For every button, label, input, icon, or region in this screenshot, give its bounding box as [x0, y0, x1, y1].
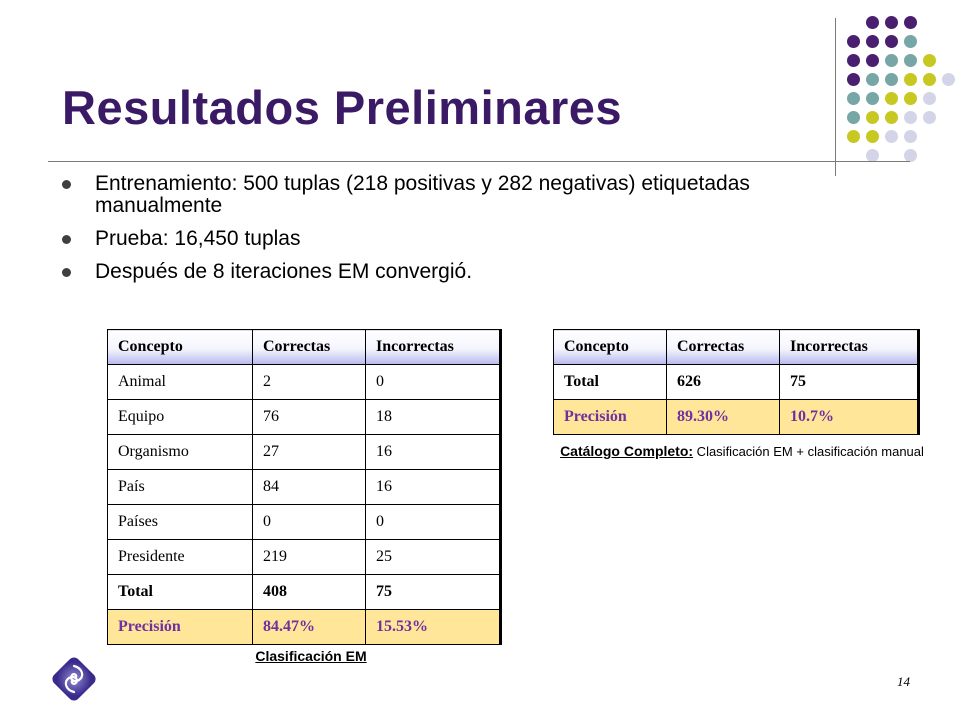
table-cell: Precisión: [554, 400, 667, 435]
decorative-dot: [904, 92, 917, 105]
em-classification-table: [107, 329, 502, 645]
table-cell: Equipo: [108, 400, 253, 435]
table-header-row: [108, 330, 501, 365]
decorative-dot: [847, 73, 860, 86]
decorative-dot: [885, 35, 898, 48]
decorative-dot: [904, 16, 917, 29]
table-row: [108, 435, 501, 470]
page-number: 14: [897, 674, 910, 689]
decorative-dot: [923, 111, 936, 124]
decorative-dot: [866, 54, 879, 67]
bullet-dot-icon: [62, 268, 71, 277]
horizontal-divider: [48, 161, 910, 162]
decorative-dot: [847, 130, 860, 143]
swirl-logo-icon: [49, 654, 99, 704]
table-cell: 219: [253, 540, 366, 575]
vertical-divider: [835, 18, 836, 176]
caption-bold: Catálogo Completo:: [560, 443, 694, 459]
decorative-dot: [904, 130, 917, 143]
table-cell: 89.30%: [667, 400, 780, 435]
decorative-dot: [885, 92, 898, 105]
bullet-item: [60, 261, 835, 283]
table-row: [108, 470, 501, 505]
decorative-dot: [885, 16, 898, 29]
decorative-dot: [885, 54, 898, 67]
precision-row: [108, 610, 501, 645]
table-cell: 25: [366, 540, 501, 575]
decorative-dot: [847, 35, 860, 48]
table-cell: 18: [366, 400, 501, 435]
decorative-dot: [866, 35, 879, 48]
decorative-dot: [923, 73, 936, 86]
table-cell: 75: [780, 365, 919, 400]
header-cell: Concepto: [554, 330, 667, 365]
bullet-text: Después de 8 iteraciones EM convergió.: [95, 260, 473, 283]
table-row: [108, 400, 501, 435]
table-cell: 75: [366, 575, 501, 610]
header-cell: Concepto: [108, 330, 253, 365]
table-cell: País: [108, 470, 253, 505]
table-cell: 76: [253, 400, 366, 435]
decorative-dot: [904, 111, 917, 124]
decorative-dot: [923, 92, 936, 105]
decorative-dot: [904, 35, 917, 48]
bullet-dot-icon: [62, 180, 71, 189]
decorative-dot: [942, 73, 955, 86]
decorative-dot: [866, 111, 879, 124]
decorative-dot: [885, 73, 898, 86]
decorative-dot: [904, 54, 917, 67]
bullet-item: [60, 228, 835, 250]
table-header-row: [554, 330, 919, 365]
decorative-dot: [847, 54, 860, 67]
bullet-dot-icon: [62, 235, 71, 244]
table-cell: 0: [366, 505, 501, 540]
decorative-dot: [885, 130, 898, 143]
header-cell: Incorrectas: [780, 330, 919, 365]
table-cell: 0: [366, 365, 501, 400]
total-row: [108, 575, 501, 610]
slide-title: Resultados Preliminares: [62, 81, 623, 134]
table-cell: Precisión: [108, 610, 253, 645]
decorative-dot: [847, 111, 860, 124]
table-cell: Animal: [108, 365, 253, 400]
decorative-dot: [866, 92, 879, 105]
header-cell: Correctas: [253, 330, 366, 365]
table-cell: Organismo: [108, 435, 253, 470]
em-table-caption: Clasificación EM: [255, 648, 367, 664]
decorative-dot: [866, 16, 879, 29]
table-cell: 408: [253, 575, 366, 610]
table-cell: 2: [253, 365, 366, 400]
decorative-dot: [866, 130, 879, 143]
table-cell: Total: [554, 365, 667, 400]
header-cell: Correctas: [667, 330, 780, 365]
decorative-dot: [885, 111, 898, 124]
bullet-text: Entrenamiento: 500 tuplas (218 positivas y 282 negativas) etiquetadas manualmente: [95, 172, 750, 217]
total-row: [554, 365, 919, 400]
table-row: [108, 505, 501, 540]
table-cell: 626: [667, 365, 780, 400]
header-cell: Incorrectas: [366, 330, 501, 365]
bullet-text: Prueba: 16,450 tuplas: [95, 227, 301, 250]
full-catalog-table: [553, 329, 920, 435]
table-cell: 15.53%: [366, 610, 501, 645]
caption-rest: Clasificación EM + clasificación manual: [693, 444, 924, 459]
table-cell: 16: [366, 470, 501, 505]
table-cell: 16: [366, 435, 501, 470]
decorative-dot: [923, 54, 936, 67]
table-cell: 10.7%: [780, 400, 919, 435]
table-row: [108, 365, 501, 400]
table-cell: Países: [108, 505, 253, 540]
table-cell: Total: [108, 575, 253, 610]
decorative-dot: [904, 73, 917, 86]
table-cell: 84.47%: [253, 610, 366, 645]
bullet-item: [60, 173, 835, 217]
table-cell: Presidente: [108, 540, 253, 575]
precision-row: [554, 400, 919, 435]
decorative-dot: [866, 73, 879, 86]
table-row: [108, 540, 501, 575]
table-cell: 27: [253, 435, 366, 470]
decorative-dot: [847, 92, 860, 105]
table-cell: 84: [253, 470, 366, 505]
table-cell: 0: [253, 505, 366, 540]
full-catalog-caption: [560, 441, 924, 462]
bullet-list: [60, 173, 835, 294]
